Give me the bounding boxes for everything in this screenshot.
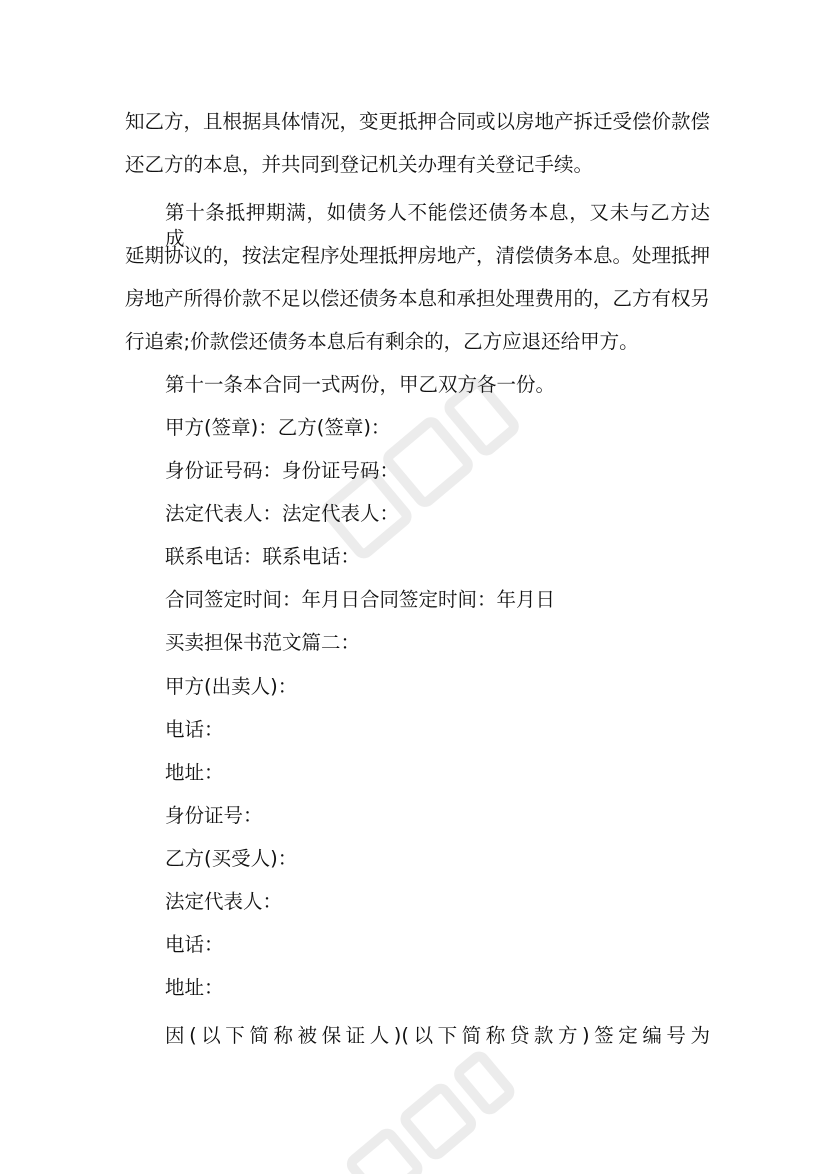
paragraph-line: 房地产所得价款不足以偿还债务本息和承担处理费用的，乙方有权另 (125, 287, 711, 310)
signature-line: 法定代表人：法定代表人： (165, 502, 400, 525)
section-heading: 买卖担保书范文篇二： (165, 631, 361, 654)
party-field: 地址： (165, 976, 224, 999)
paragraph-line: 延期协议的，按法定程序处理抵押房地产，清偿债务本息。处理抵押 (125, 244, 711, 267)
paragraph-line: 行追索;价款偿还债务本息后有剩余的，乙方应退还给甲方。 (125, 330, 639, 353)
article-eleven: 第十一条本合同一式两份，甲乙双方各一份。 (165, 373, 556, 396)
paragraph-line: 第十条抵押期满，如债务人不能偿还债务本息，又未与乙方达成 (165, 201, 710, 250)
signature-line: 联系电话：联系电话： (165, 545, 361, 568)
paragraph-line: 还乙方的本息，并共同到登记机关办理有关登记手续。 (125, 153, 594, 176)
party-field: 地址： (165, 761, 224, 784)
party-field: 乙方(买受人)： (165, 847, 298, 870)
signature-line: 甲方(签章)：乙方(签章)： (165, 416, 391, 439)
party-field: 甲方(出卖人)： (165, 675, 298, 698)
signature-line: 身份证号码：身份证号码： (165, 459, 400, 482)
signature-line: 合同签定时间：年月日合同签定时间：年月日 (165, 588, 556, 611)
party-field: 电话： (165, 933, 224, 956)
party-field: 电话： (165, 718, 224, 741)
party-field: 身份证号： (165, 804, 263, 827)
closing-line: 因(以下简称被保证人)(以下简称贷款方)签定编号为 (165, 1024, 710, 1047)
paragraph-line: 知乙方，且根据具体情况，变更抵押合同或以房地产拆迁受偿价款偿 (125, 110, 711, 133)
watermark-logo-icon (330, 1045, 530, 1174)
party-field: 法定代表人： (165, 890, 283, 913)
